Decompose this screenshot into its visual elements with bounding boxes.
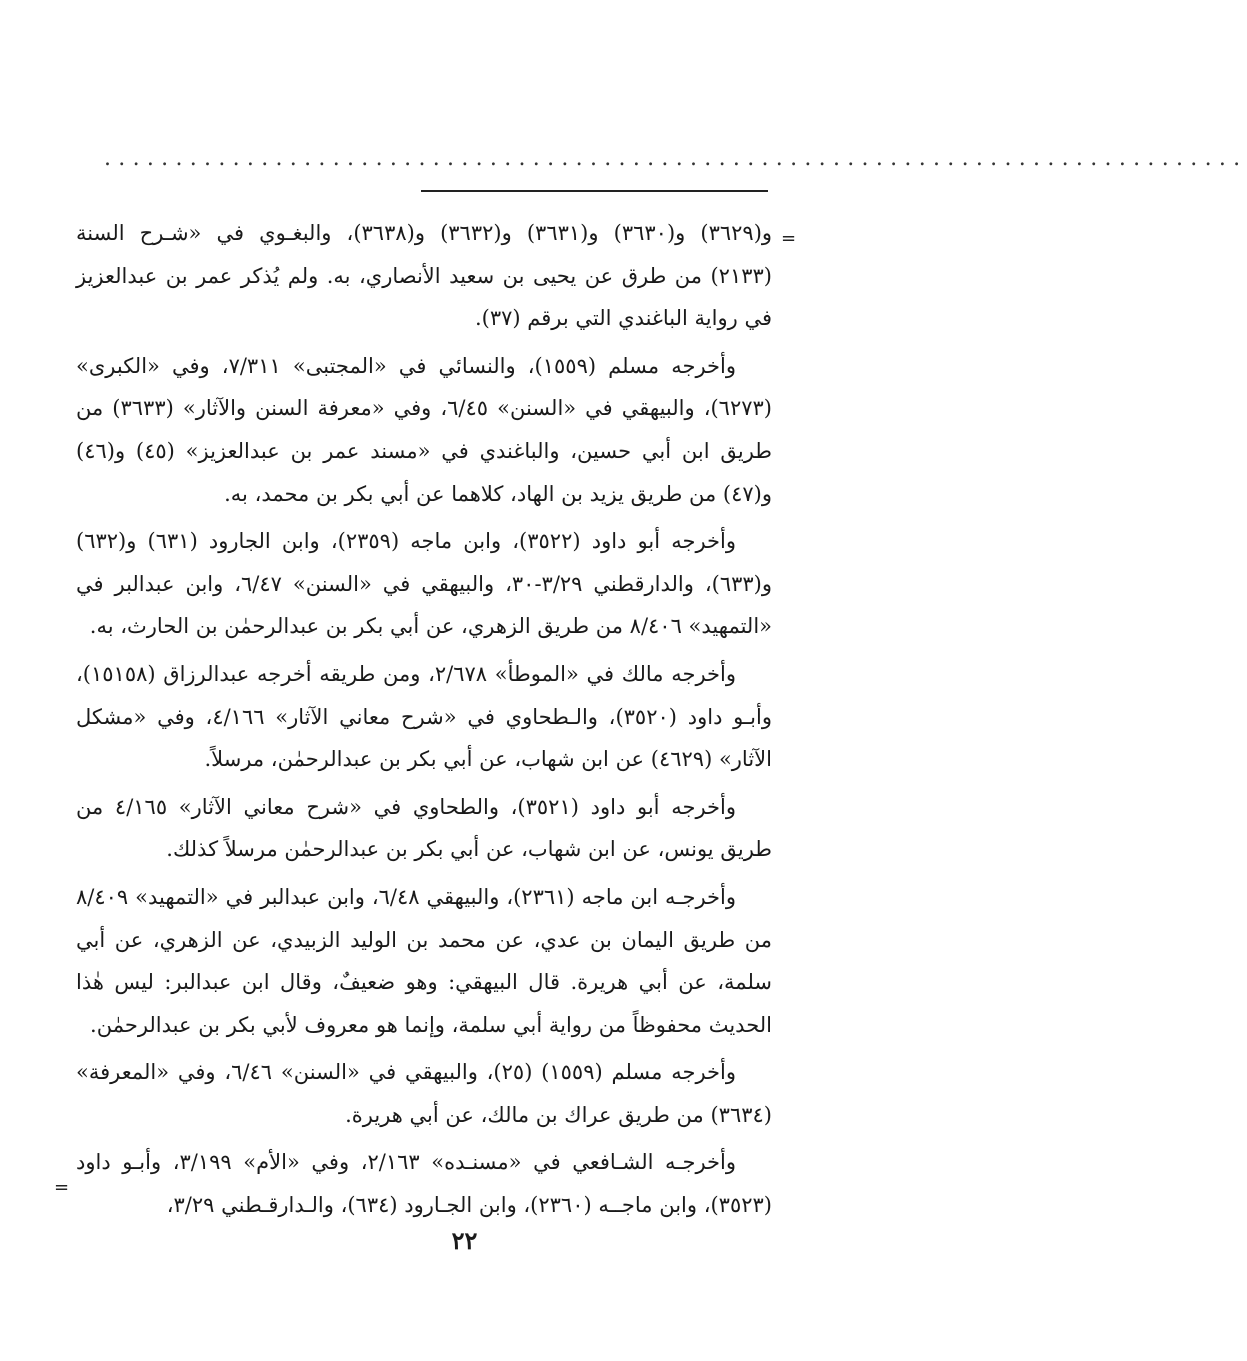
footnote-text-block <box>76 212 772 1227</box>
continuation-mark-bottom: = <box>54 1177 70 1198</box>
paragraph-1: و(٣٦٢٩) و(٣٦٣٠) و(٣٦٣١) و(٣٦٣٢) و(٣٦٣٨)، والبغـوي في «شـرح السنة (٢١٣٣) من طرق عن يحيى بن سعيد الأنصاري، به. ولم يُذكر عمر بن عبدالعزيز في رواية الباغندي التي برقم (٣٧). <box>76 221 773 331</box>
page-number: ٢٢ <box>451 1226 478 1255</box>
paragraph-5: وأخرجه أبو داود (٣٥٢١)، والطحاوي في «شرح معاني الآثار» ٤/١٦٥ من طريق يونس، عن ابن شهاب، عن أبي بكر بن عبدالرحمٰن مرسلاً كذلك. <box>76 794 772 862</box>
footnote-rule <box>421 190 768 192</box>
paragraph-3: وأخرجه أبو داود (٣٥٢٢)، وابن ماجه (٢٣٥٩)، وابن الجارود (٦٣١) و(٦٣٢) و(٦٣٣)، والدارقطني ٣/٢٩-٣٠، والبيهقي في «السنن» ٦/٤٧، وابن عبدالبر في «التمهيد» ٨/٤٠٦ من طريق الزهري، عن أبي بكر بن عبدالرحمٰن بن الحارث، به. <box>76 529 772 639</box>
paragraph-2: وأخرجه مسلم (١٥٥٩)، والنسائي في «المجتبى» ٧/٣١١، وفي «الكبرى» (٦٢٧٣)، والبيهقي في «السنن» ٦/٤٥، وفي «معرفة السنن والآثار» (٣٦٣٣) من طريق ابن أبي حسين، والباغندي في «مسند عمر بن عبدالعزيز» (٤٥) و(٤٦) و(٤٧) من طريق يزيد بن الهاد، كلاهما عن أبي بكر بن محمد، به. <box>76 353 772 506</box>
separator-dots: ................................................................................ <box>104 146 1247 171</box>
paragraph-8: وأخرجـه الشـافعي في «مسنـده» ٢/١٦٣، وفي «الأم» ٣/١٩٩، وأبـو داود (٣٥٢٣)، وابن ماجــه (٢٣٦٠)، وابن الجـارود (٦٣٤)، والـدارقـطني ٣/٢٩، <box>76 1150 772 1218</box>
paragraph-6: وأخرجـه ابن ماجه (٢٣٦١)، والبيهقي ٦/٤٨، وابن عبدالبر في «التمهيد» ٨/٤٠٩ من طريق اليمان بن عدي، عن محمد بن الوليد الزبيدي، عن الزهري، عن أبي سلمة، عن أبي هريرة. قال البيهقي: وهو ضعيفٌ، وقال ابن عبدالبر: ليس هٰذا الحديث محفوظاً من رواية أبي سلمة، وإنما هو معروف لأبي بكر بن عبدالرحمٰن. <box>76 884 772 1037</box>
paragraph-4: وأخرجه مالك في «الموطأ» ٢/٦٧٨، ومن طريقه أخرجه عبدالرزاق (١٥١٥٨)، وأبـو داود (٣٥٢٠)، والـطحاوي في «شرح معاني الآثار» ٤/١٦٦، وفي «مشكل الآثار» (٤٦٢٩) عن ابن شهاب، عن أبي بكر بن عبدالرحمٰن، مرسلاً. <box>76 661 772 772</box>
continuation-mark-top: = <box>781 228 797 249</box>
paragraph-7: وأخرجه مسلم (١٥٥٩) (٢٥)، والبيهقي في «السنن» ٦/٤٦، وفي «المعرفة» (٣٦٣٤) من طريق عراك بن مالك، عن أبي هريرة. <box>76 1060 772 1127</box>
